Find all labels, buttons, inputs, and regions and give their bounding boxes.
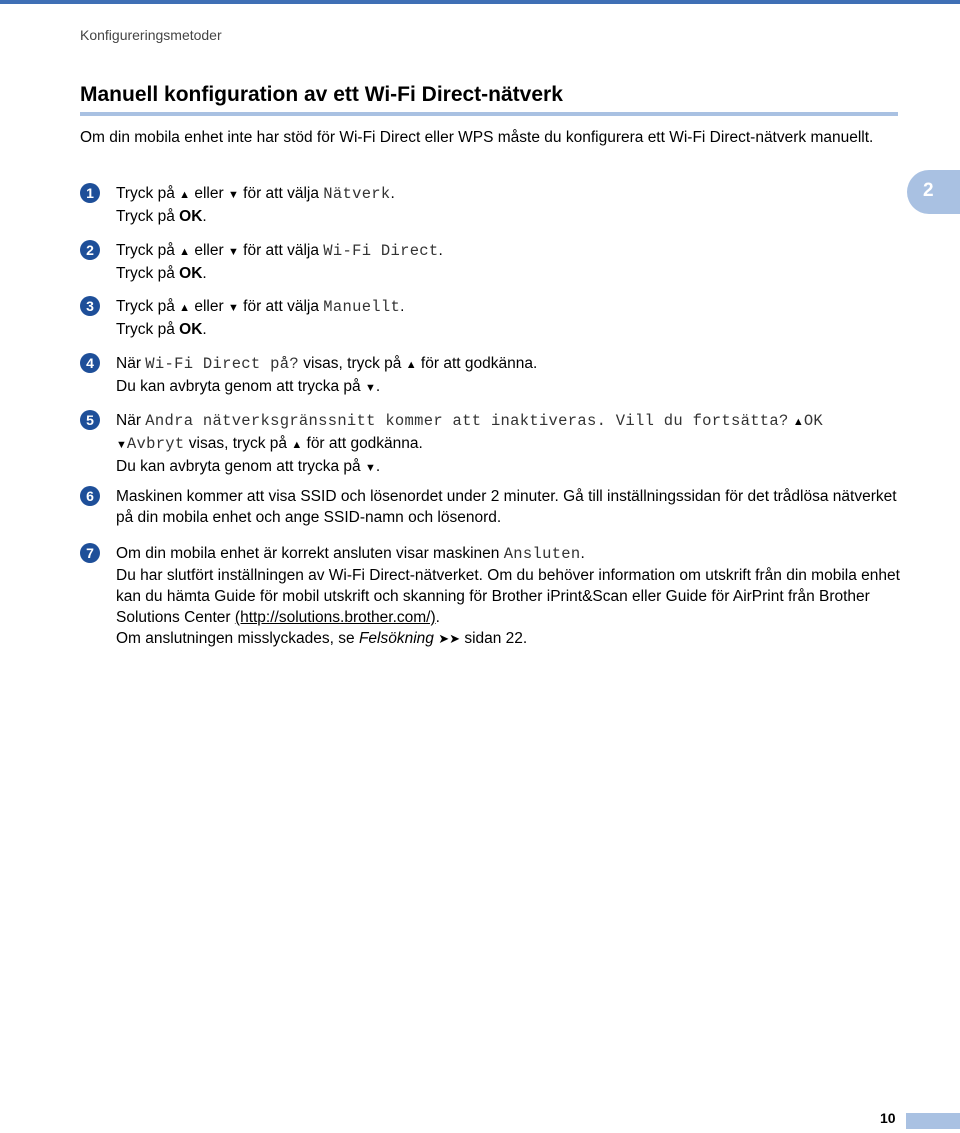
step-number: 2 (80, 240, 100, 260)
down-arrow-icon: ▼ (116, 439, 127, 451)
step-text: Tryck på ▲ eller ▼ för att välja Nätverk. Tryck på OK. (116, 185, 395, 225)
step-number: 4 (80, 353, 100, 373)
up-arrow-icon: ▲ (179, 189, 191, 201)
up-arrow-icon: ▲ (179, 246, 191, 258)
page-ref-arrows-icon: ➤➤ (438, 631, 461, 646)
step-number: 7 (80, 543, 100, 563)
up-arrow-icon: ▲ (405, 359, 417, 371)
step-number: 3 (80, 296, 100, 316)
up-arrow-icon: ▲ (179, 302, 191, 314)
down-arrow-icon: ▼ (227, 302, 239, 314)
chapter-number: 2 (923, 180, 934, 201)
down-arrow-icon: ▼ (227, 189, 239, 201)
step-number: 6 (80, 486, 100, 506)
top-rule (0, 0, 960, 4)
up-arrow-icon: ▲ (792, 416, 804, 428)
step-text: Tryck på ▲ eller ▼ för att välja Wi-Fi Direct. Tryck på OK. (116, 242, 443, 282)
troubleshooting-xref[interactable]: Felsökning (358, 630, 434, 647)
up-arrow-icon: ▲ (291, 439, 303, 451)
intro-paragraph: Om din mobila enhet inte har stöd för Wi-Fi Direct eller WPS måste du konfigurera ett Wi-Fi Direct-nätverk manuellt. (80, 129, 874, 146)
page-number: 10 (880, 1110, 896, 1126)
step-text: Om din mobila enhet är korrekt ansluten visar maskinen Ansluten. Du har slutfört inställningen av Wi-Fi Direct-nätverket. Om du behöver information om utskrift från din mobila enhet kan du hämta Guide för mobil utskrift och skanning för Brother iPrint&Scan eller Guide för AirPrint från Brother Solutions Center (http://solutions.brother.com/). Om anslutningen misslyckades, se Felsökning ➤➤ sidan 22. (116, 545, 900, 647)
footer-tab (906, 1113, 960, 1129)
solutions-center-link[interactable]: (http://solutions.brother.com/) (234, 609, 436, 626)
step-text: Maskinen kommer att visa SSID och lösenordet under 2 minuter. Gå till inställningssidan för det trådlösa nätverket på din mobila enhet och ange SSID-namn och lösenord. (116, 488, 897, 526)
running-header: Konfigureringsmetoder (80, 27, 222, 43)
down-arrow-icon: ▼ (364, 382, 376, 394)
chapter-tab (907, 170, 960, 214)
step-text: När Andra nätverksgränssnitt kommer att inaktiveras. Vill du fortsätta? ▲OK ▼Avbryt visas, tryck på ▲ för att godkänna. Du kan avbryta genom att trycka på ▼. (116, 412, 824, 475)
step-text: När Wi-Fi Direct på? visas, tryck på ▲ för att godkänna. Du kan avbryta genom att trycka på ▼. (116, 355, 538, 395)
step-number: 1 (80, 183, 100, 203)
down-arrow-icon: ▼ (364, 462, 376, 474)
step-text: Tryck på ▲ eller ▼ för att välja Manuellt. Tryck på OK. (116, 298, 405, 338)
title-underline (80, 112, 898, 116)
down-arrow-icon: ▼ (227, 246, 239, 258)
step-number: 5 (80, 410, 100, 430)
page-title: Manuell konfiguration av ett Wi-Fi Direct-nätverk (80, 83, 563, 106)
